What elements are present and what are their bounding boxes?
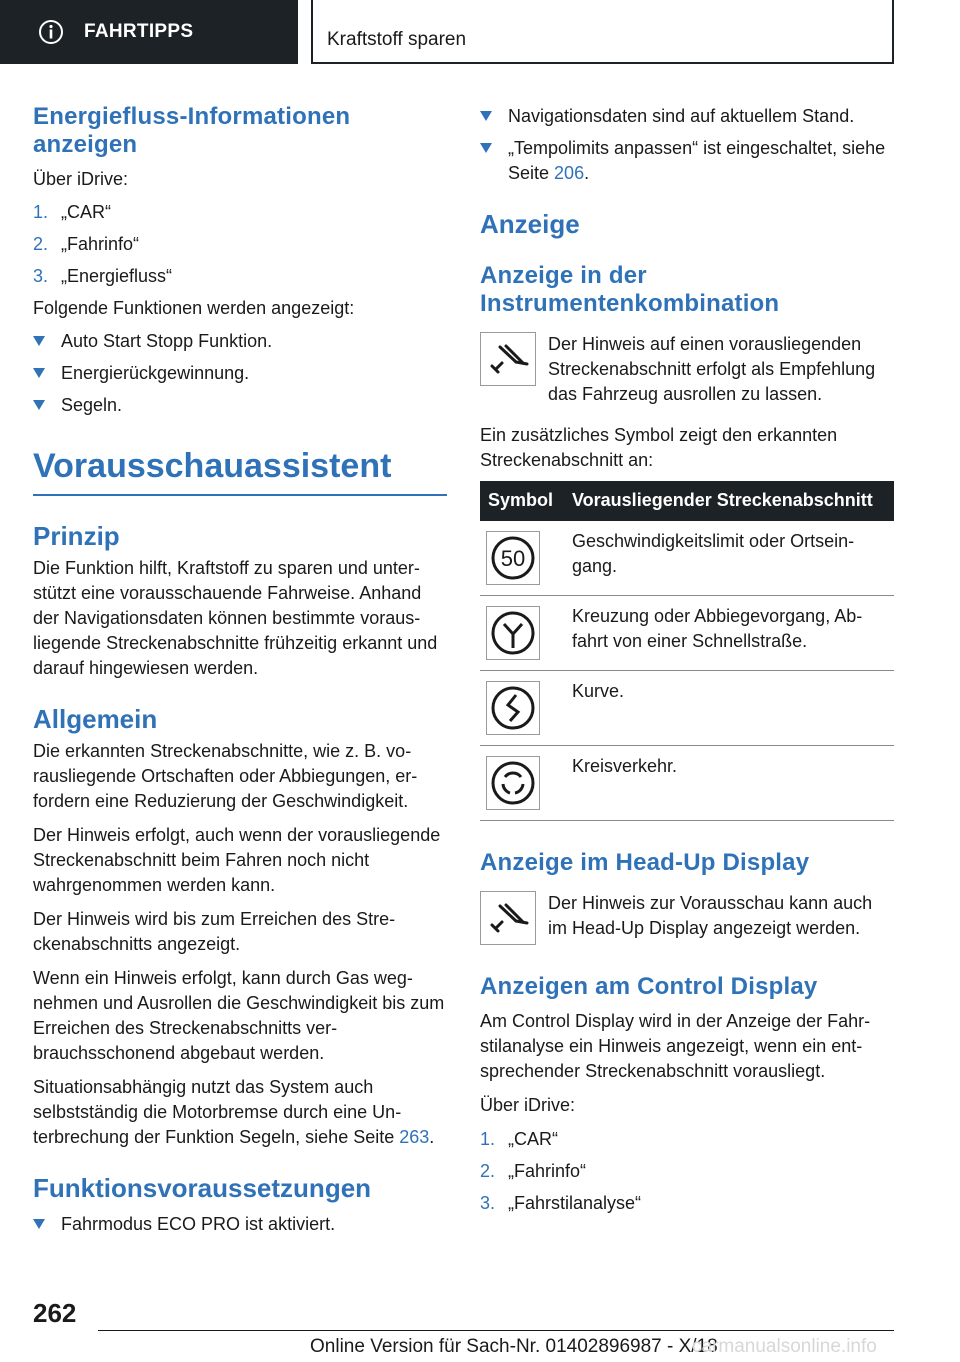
- table-row: [480, 596, 894, 671]
- table-row: [480, 521, 894, 596]
- functions-intro: Folgende Funktionen werden angezeigt:: [33, 298, 355, 318]
- table-cell: Kreuzung oder Abbiegevorgang, Abfahrt von einer Schnellstraße.: [564, 596, 894, 671]
- energy-flow-heading: Energiefluss-Informationen anzeigen: [33, 103, 351, 158]
- curve-icon: [486, 681, 540, 735]
- situation-para: Situationsabhängig nutzt das System auch selbstständig die Motorbremse durch eine Unterbrechung der Funktion Segeln, siehe Seite 263.: [33, 1077, 435, 1147]
- extra-symbol-text: Ein zusätzliches Symbol zeigt den erkannten Streckenabschnitt an:: [480, 425, 838, 470]
- prereq-list-continued: [480, 104, 894, 186]
- display-heading: Anzeige: [480, 209, 580, 239]
- table-row: [480, 746, 894, 821]
- speed-limit-50-icon: [486, 531, 540, 585]
- list-item: Fahrmodus ECO PRO ist aktiviert.: [33, 1212, 447, 1237]
- main-heading: Vorausschauassistent: [33, 447, 392, 485]
- general-para: Der Hinweis wird bis zum Erreichen des Streckenabschnitts angezeigt.: [33, 909, 396, 954]
- page-number: 262: [33, 1298, 77, 1328]
- list-item: 1. „CAR“: [33, 202, 111, 222]
- coasting-hint-icon: [480, 891, 536, 945]
- list-item: 3. „Energiefluss“: [33, 266, 173, 286]
- style-steps-list: [480, 1127, 894, 1216]
- section-title: FAHRTIPPS: [84, 21, 194, 42]
- list-item: Energierückgewinnung.: [33, 361, 447, 386]
- cluster-heading: Anzeige in der Instrumentenkombination: [480, 262, 780, 317]
- symbol-table: [480, 481, 894, 821]
- bullet-triangle-icon: [480, 111, 492, 121]
- general-para: Der Hinweis erfolgt, auch wenn der vorausliegende Streckenabschnitt beim Fahren noch nicht wahrgenommen werden kann.: [33, 825, 441, 895]
- list-item: Segeln.: [33, 393, 447, 418]
- list-item: Auto Start Stopp Funktion.: [33, 329, 447, 354]
- bullet-triangle-icon: [33, 368, 45, 378]
- page-link[interactable]: 206: [554, 163, 585, 183]
- general-para: Wenn ein Hinweis erfolgt, kann durch Gas wegnehmen und Ausrollen die Geschwindigkeit bis zum Erreichen des Streckenabschnitts verbrauchsschonend abgebaut werden.: [33, 968, 445, 1063]
- main-heading-wrap: [33, 446, 447, 496]
- hud-hint-row: [480, 891, 894, 945]
- hud-heading: Anzeige im Head-Up Display: [480, 849, 810, 876]
- table-cell: Kreisverkehr.: [564, 746, 894, 821]
- coasting-hint-icon: [480, 332, 536, 386]
- table-cell: Kurve.: [564, 671, 894, 746]
- footer-online-version: Online Version für Sach-Nr. 01402896987 - X/18: [310, 1336, 718, 1357]
- bullet-triangle-icon: [33, 336, 45, 346]
- prereq-list: [33, 1212, 447, 1237]
- prereq-heading: Funktionsvoraussetzungen: [33, 1173, 372, 1203]
- table-header-row: [480, 481, 894, 521]
- list-item: 2. „Fahrinfo“: [480, 1161, 587, 1181]
- idrive-intro: Über iDrive:: [33, 169, 129, 189]
- table-cell: Geschwindigkeitslimit oder Ortseingang.: [564, 521, 894, 596]
- roundabout-icon: [486, 756, 540, 810]
- list-item: „Tempolimits anpassen“ ist eingeschaltet, siehe Seite 206.: [480, 136, 894, 186]
- info-circle-icon: [38, 19, 64, 45]
- list-item: 3. „Fahrstilanalyse“: [480, 1193, 642, 1213]
- bullet-triangle-icon: [480, 143, 492, 153]
- hud-hint-text: Der Hinweis zur Vorausschau kann auch im Head-Up Display angezeigt werden.: [548, 893, 873, 938]
- right-column: [480, 100, 894, 1216]
- page-link[interactable]: 263: [399, 1127, 430, 1147]
- col-header-section: Vorausliegender Streckenabschnitt: [564, 481, 894, 521]
- list-item: Navigationsdaten sind auf aktuellem Stand.: [480, 104, 894, 129]
- watermark: carmanualsonline.info: [692, 1336, 877, 1357]
- control-display-heading: Anzeigen am Control Display: [480, 973, 818, 1000]
- principle-heading: Prinzip: [33, 521, 120, 551]
- general-heading: Allgemein: [33, 704, 158, 734]
- general-para: Die erkannten Streckenabschnitte, wie z. B. vorausliegende Ortschaften oder Abbiegungen, erfordern eine Reduzierung der Geschwindigkeit.: [33, 741, 418, 811]
- table-row: [480, 671, 894, 746]
- control-display-text: Am Control Display wird in der Anzeige der Fahrstilanalyse ein Hinweis angezeigt, wenn ein entsprechender Streckenabschnitt vorausliegt.: [480, 1011, 871, 1081]
- list-item: 2. „Fahrinfo“: [33, 234, 140, 254]
- principle-text: Die Funktion hilft, Kraftstoff zu sparen und unterstützt eine vorausschauende Fahrweise. Anhand der Navigationsdaten können bestimmte vorausliegende Streckenabschnitte frühzeitig erkannt und darauf hingewiesen werden.: [33, 558, 438, 678]
- topic-title: Kraftstoff sparen: [327, 29, 467, 50]
- cluster-hint-text: Der Hinweis auf einen vorausliegenden Streckenabschnitt erfolgt als Empfehlung das Fahrzeug ausrollen zu lassen.: [548, 334, 876, 404]
- functions-list: [33, 329, 447, 418]
- idrive-intro: Über iDrive:: [480, 1095, 576, 1115]
- list-item: 1. „CAR“: [480, 1129, 558, 1149]
- col-header-symbol: Symbol: [480, 481, 564, 521]
- bullet-triangle-icon: [33, 1219, 45, 1229]
- cluster-hint-row: [480, 332, 894, 407]
- header-topic-box: [311, 0, 894, 64]
- junction-icon: [486, 606, 540, 660]
- energy-steps-list: [33, 200, 447, 289]
- header-section-tab: [0, 0, 298, 64]
- bullet-triangle-icon: [33, 400, 45, 410]
- svg-text:50: 50: [500, 546, 526, 571]
- left-column: [33, 100, 447, 1237]
- footer-divider: [98, 1330, 894, 1331]
